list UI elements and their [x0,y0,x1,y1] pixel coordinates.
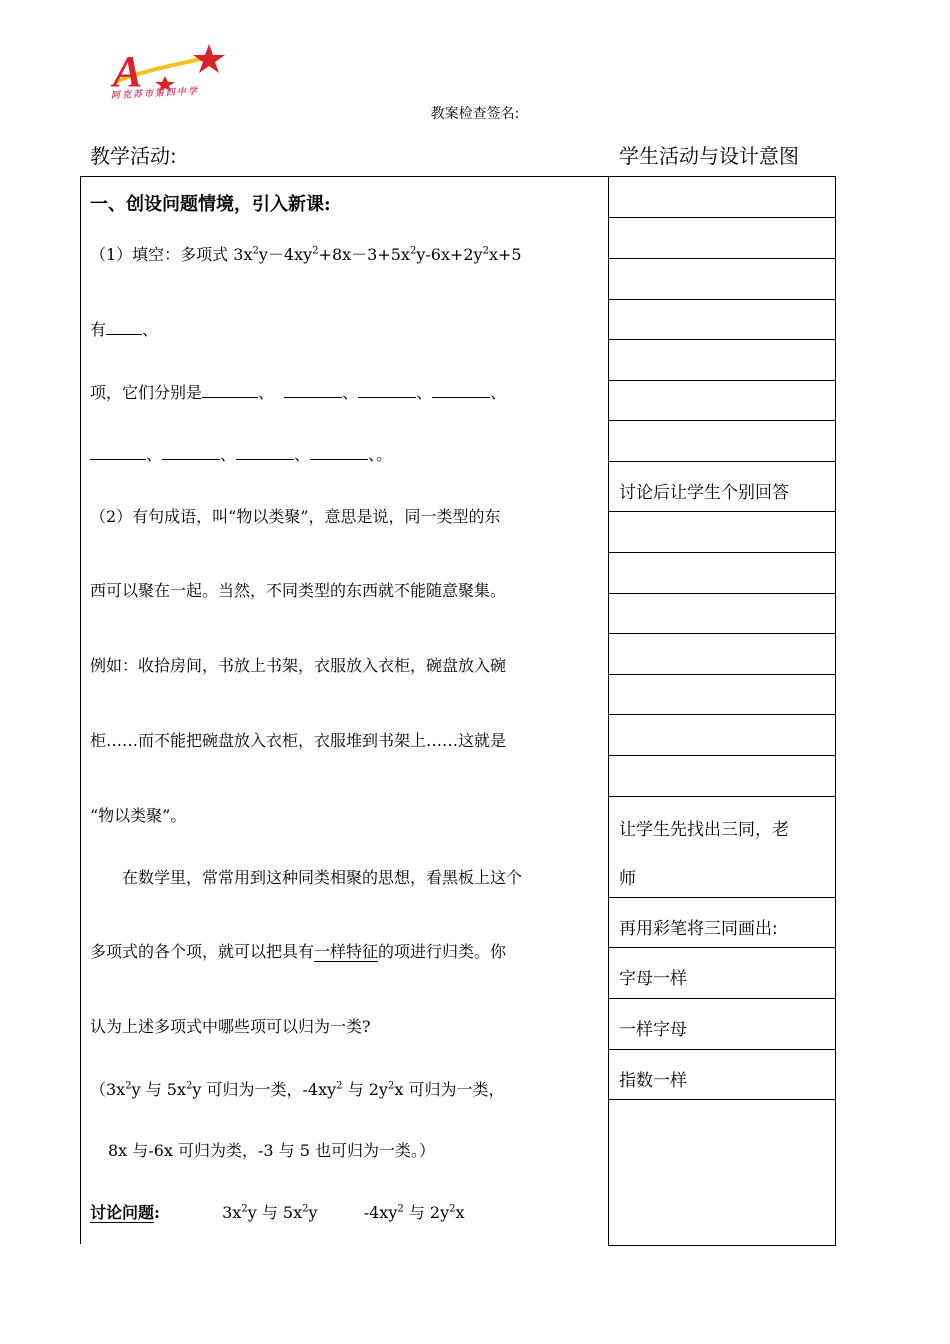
empty-cell [609,756,835,797]
blank-item[interactable] [358,397,416,398]
header-student-activity: 学生活动与设计意图 [619,144,799,168]
question-2-line-3: 例如：收拾房间，书放上书架，衣服放入衣柜，碗盘放入碗 [90,656,507,675]
table-top-border [80,176,608,177]
question-1-count: 有 、 [90,320,159,339]
blank-item[interactable] [284,397,342,398]
note-discuss: 讨论后让学生个别回答 [609,462,835,512]
blank-item[interactable] [162,459,220,460]
logo-caption: 阿克苏市第四中学 [110,86,200,102]
empty-cell [609,177,835,218]
empty-cell [609,381,835,421]
blank-item[interactable] [202,397,258,398]
empty-cell [609,675,835,715]
empty-cell [609,421,835,462]
blank-item[interactable] [90,459,146,460]
question-3-line-1: 在数学里，常常用到这种同类相聚的思想，看黑板上这个 [122,868,523,887]
table-left-border [80,176,81,1244]
answer-line-2: 8x 与-6x 可归为类，-3 与 5 也可归为一类。） [108,1141,436,1160]
blank-count[interactable] [106,334,142,335]
question-2-line-2: 西可以聚在一起。当然，不同类型的东西就不能随意聚集。 [90,581,507,600]
question-2-line-5: “物以类聚”。 [90,806,187,825]
signature-label: 教案检查签名: [430,106,520,122]
question-1-items-2: 、 、 、 、。 [90,442,392,465]
empty-cell [609,553,835,594]
empty-cell [609,634,835,675]
section-title: 一、创设问题情境，引入新课: [90,194,331,215]
empty-cell [609,300,835,340]
discussion-line: 讨论问题: $3x^2y$ 与 $5x^2y$ $-4xy^2$ 与 $2y^2x$ [90,1203,465,1222]
question-1-line: （1）填空：多项式 $3x^2y-4xy^2+8x-3+5x^2y-6x+2y^2x+5$ [90,245,522,264]
header-teaching-activity: 教学活动: [90,144,177,168]
empty-cell [609,594,835,634]
question-2-line-1: （2）有句成语，叫“物以类聚”，意思是说，同一类型的东 [90,507,501,526]
answer-line-1: （$3x^2y$ 与 $5x^2y$ 可归为一类，$-4xy^2$ 与 $2y^2x$ 可归为一类， [90,1080,505,1099]
empty-cell [609,715,835,756]
empty-cell [609,512,835,553]
empty-cell [609,218,835,259]
note-same-exponent: 指数一样 [609,1050,835,1100]
empty-cell [609,259,835,300]
note-find-three: 让学生先找出三同，老 师 [609,797,835,898]
question-1-items: 项，它们分别是 、 、 、 、 [90,383,507,402]
school-logo [105,40,235,110]
blank-item[interactable] [310,459,368,460]
empty-cell [609,340,835,381]
note-same-letters: 字母一样 [609,948,835,999]
blank-item[interactable] [236,459,294,460]
note-same-letters-2: 一样字母 [609,999,835,1050]
question-3-line-2: 多项式的各个项，就可以把具有一样特征的项进行归类。你 [90,942,507,961]
logo-letter: A [113,47,143,96]
question-3-line-3: 认为上述多项式中哪些项可以归为一类? [90,1017,371,1036]
note-color-pen: 再用彩笔将三同画出: [609,898,835,948]
blank-item[interactable] [432,397,490,398]
question-2-line-4: 柜……而不能把碗盘放入衣柜，衣服堆到书架上……这就是 [90,731,507,750]
student-activity-column [608,176,836,1246]
